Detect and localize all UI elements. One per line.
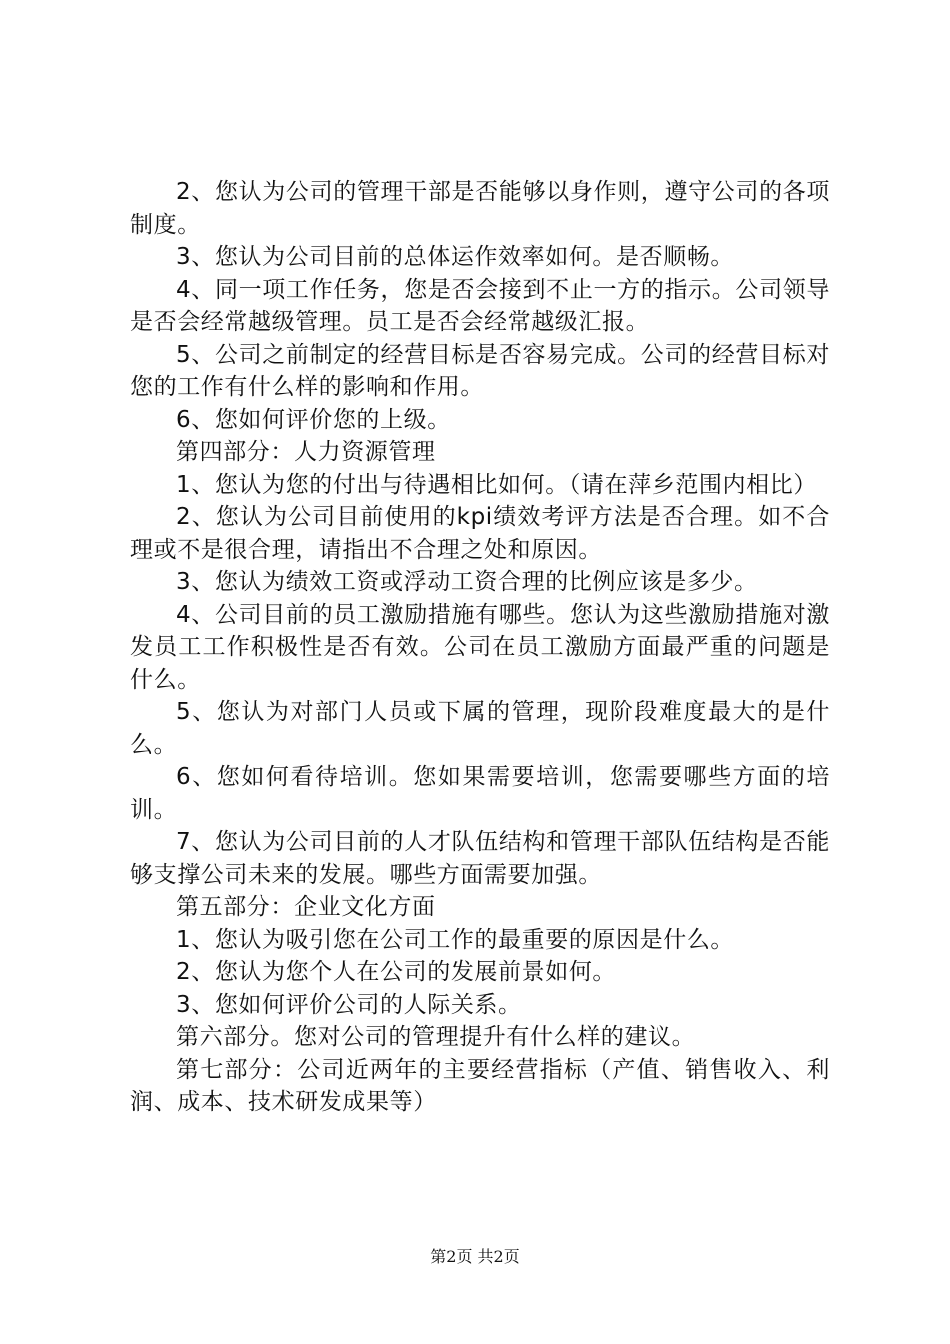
paragraph: 2、您认为公司的管理干部是否能够以身作则，遵守公司的各项制度。 (130, 179, 830, 238)
paragraph: 4、同一项工作任务，您是否会接到不止一方的指示。公司领导是否会经常越级管理。员工是否会经常越级汇报。 (130, 276, 830, 335)
paragraph: 5、您认为对部门人员或下属的管理，现阶段难度最大的是什么。 (130, 699, 830, 758)
paragraph: 7、您认为公司目前的人才队伍结构和管理干部队伍结构是否能够支撑公司未来的发展。哪些方面需要加强。 (130, 829, 830, 888)
section-heading: 第六部分。您对公司的管理提升有什么样的建议。 (176, 1024, 696, 1050)
paragraph: 1、您认为您的付出与待遇相比如何。（请在萍乡范围内相比） (176, 471, 817, 498)
paragraph: 1、您认为吸引您在公司工作的最重要的原因是什么。 (176, 926, 735, 953)
paragraph: 6、您如何看待培训。您如果需要培训，您需要哪些方面的培训。 (130, 764, 830, 823)
paragraph: 3、您认为绩效工资或浮动工资合理的比例应该是多少。 (176, 569, 758, 595)
paragraph: 5、公司之前制定的经营目标是否容易完成。公司的经营目标对您的工作有什么样的影响和作用。 (130, 341, 830, 400)
paragraph: 3、您如何评价公司的人际关系。 (176, 991, 522, 1018)
section-heading: 第七部分：公司近两年的主要经营指标（产值、销售收入、利润、成本、技术研发成果等） (130, 1056, 830, 1115)
paragraph: 4、公司目前的员工激励措施有哪些。您认为这些激励措施对激发员工工作积极性是否有效。公司在员工激励方面最严重的问题是什么。 (130, 601, 830, 693)
paragraph: 2、您认为公司目前使用的kpi绩效考评方法是否合理。如不合理或不是很合理，请指出不合理之处和原因。 (130, 504, 830, 563)
document-body (130, 176, 830, 1119)
section-heading: 第五部分：企业文化方面 (176, 894, 436, 920)
page-number: 第2页 共2页 (430, 1247, 520, 1266)
section-heading: 第四部分：人力资源管理 (176, 439, 436, 465)
paragraph: 2、您认为您个人在公司的发展前景如何。 (176, 959, 617, 985)
paragraph: 3、您认为公司目前的总体运作效率如何。是否顺畅。 (176, 244, 735, 270)
paragraph: 6、您如何评价您的上级。 (176, 406, 451, 433)
